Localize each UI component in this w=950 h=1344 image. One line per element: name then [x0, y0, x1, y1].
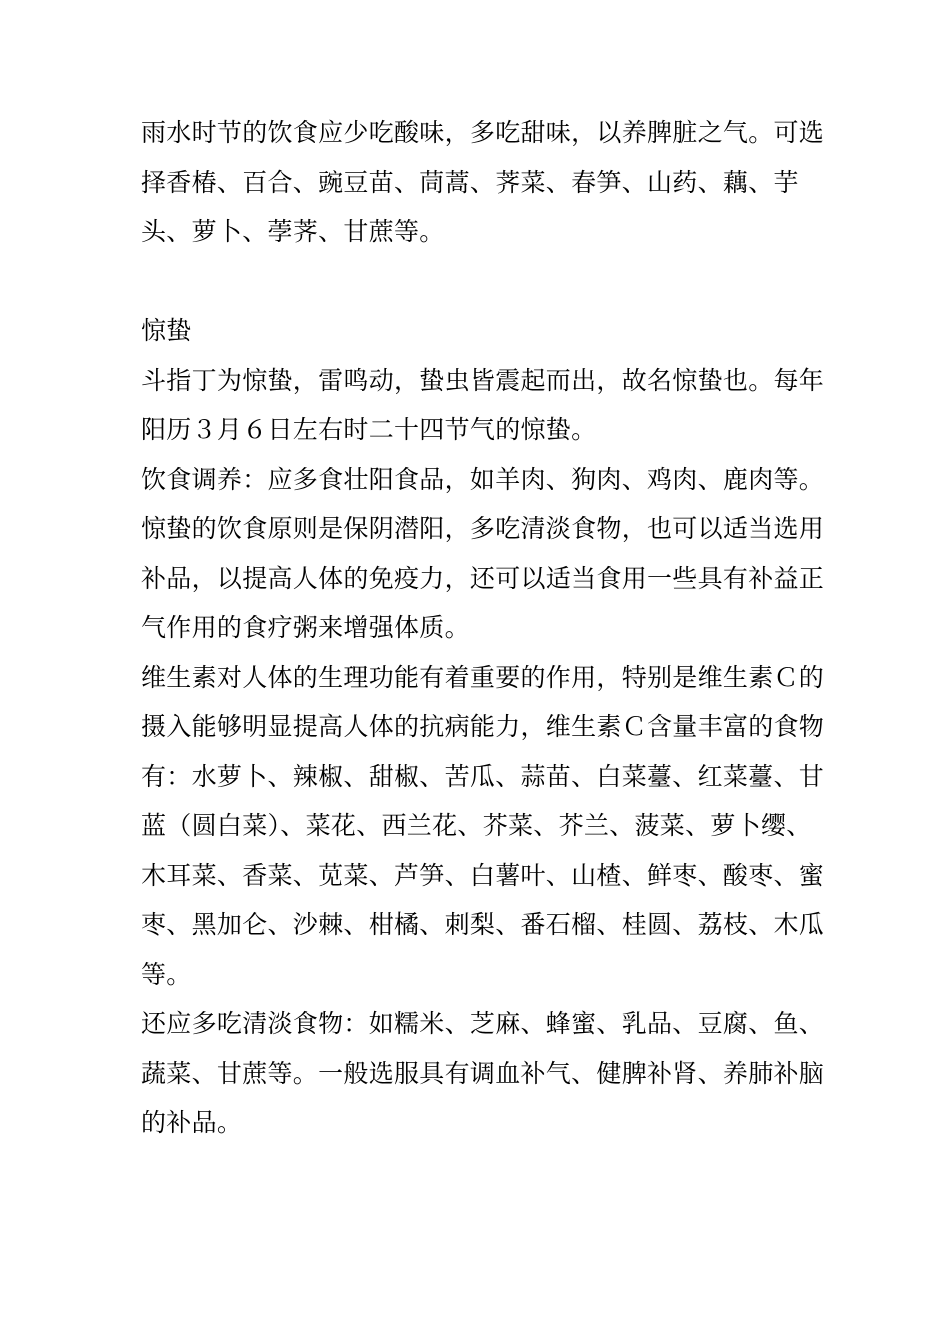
- document-body: [141, 108, 831, 1148]
- paragraph-spacer: [141, 257, 831, 307]
- paragraph-yushui-diet: 雨水时节的饮食应少吃酸味，多吃甜味，以养脾脏之气。可选择香椿、百合、豌豆苗、茼蒿、荠菜、春笋、山药、藕、芋头、萝卜、荸荠、甘蔗等。: [141, 118, 825, 246]
- section-heading-jingzhe: 惊蛰: [141, 316, 192, 345]
- paragraph-jingzhe-intro: 斗指丁为惊蛰，雷鸣动，蛰虫皆震起而出，故名惊蛰也。每年阳历３月６日左右时二十四节气的惊蛰。: [141, 365, 825, 444]
- paragraph-vitamin-c: 维生素对人体的生理功能有着重要的作用，特别是维生素Ｃ的摄入能够明显提高人体的抗病能力，维生素Ｃ含量丰富的食物有：水萝卜、辣椒、甜椒、苦瓜、蒜苗、白菜薹、红菜薹、甘蓝（圆白菜）、菜花、西兰花、芥菜、芥兰、菠菜、萝卜缨、木耳菜、香菜、苋菜、芦笋、白薯叶、山楂、鲜枣、酸枣、蜜枣、黑加仑、沙棘、柑橘、刺梨、番石榴、桂圆、荔枝、木瓜等。: [141, 662, 825, 989]
- paragraph-diet-principle: 惊蛰的饮食原则是保阴潜阳，多吃清淡食物，也可以适当选用补品，以提高人体的免疫力，还可以适当食用一些具有补益正气作用的食疗粥来增强体质。: [141, 514, 825, 642]
- paragraph-diet-regimen: 饮食调养：应多食壮阳食品，如羊肉、狗肉、鸡肉、鹿肉等。: [141, 464, 825, 494]
- paragraph-light-food: 还应多吃清淡食物：如糯米、芝麻、蜂蜜、乳品、豆腐、鱼、蔬菜、甘蔗等。一般选服具有调血补气、健脾补肾、养肺补脑的补品。: [141, 1009, 825, 1137]
